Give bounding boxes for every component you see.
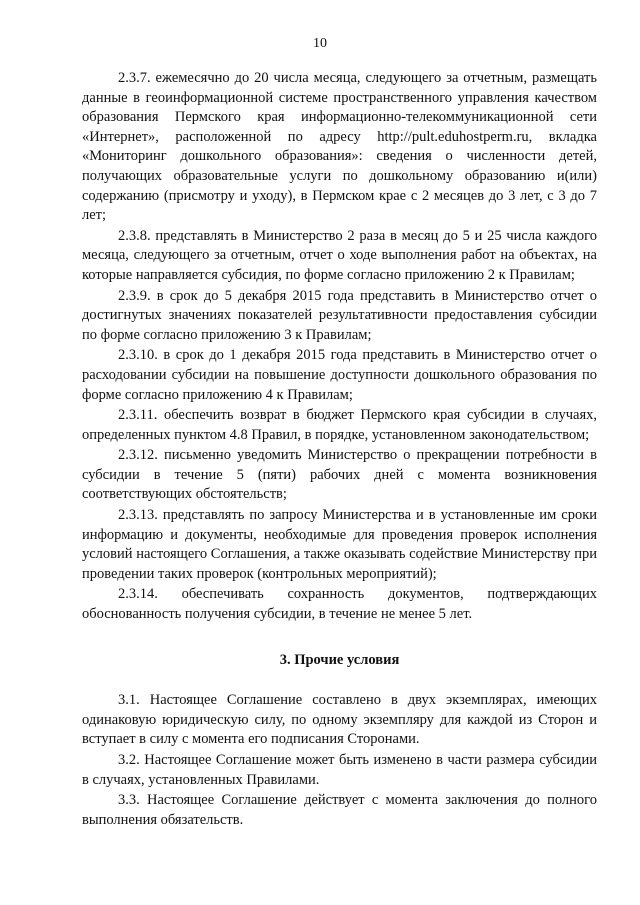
clause-2-3-11: 2.3.11. обеспечить возврат в бюджет Пермского края субсидии в случаях, определенных пунктом 4.8 Правил, в порядке, установленном законодательством;: [82, 407, 597, 443]
clause-2-3-13: 2.3.13. представлять по запросу Министерства и в установленные им сроки информацию и документы, необходимые для проведения проверок исполнения условий настоящего Соглашения, а также оказывать содействие Министерству при проведении таких проверок (контрольных мероприятий);: [82, 507, 597, 582]
clause-3-1: 3.1. Настоящее Соглашение составлено в двух экземплярах, имеющих одинаковую юридическую силу, по одному экземпляру для каждой из Сторон и вступает в силу с момента его подписания Сторонами.: [82, 692, 597, 748]
page-number: 10: [313, 36, 327, 51]
clause-2-3-12: 2.3.12. письменно уведомить Министерство о прекращении потребности в субсидии в течение 5 (пяти) рабочих дней с момента возникновения соответствующих обстоятельств;: [82, 447, 597, 503]
clause-3-2: 3.2. Настоящее Соглашение может быть изменено в части размера субсидии в случаях, установленных Правилами.: [82, 752, 597, 788]
clause-3-3: 3.3. Настоящее Соглашение действует с момента заключения до полного выполнения обязательств.: [82, 792, 597, 828]
clause-2-3-9: 2.3.9. в срок до 5 декабря 2015 года представить в Министерство отчет о достигнутых значениях показателей результативности предоставления субсидии по форме согласно приложению 3 к Правилам;: [82, 287, 597, 343]
clause-2-3-8: 2.3.8. представлять в Министерство 2 раза в месяц до 5 и 25 числа каждого месяца, следующего за отчетным, отчет о ходе выполнения работ на объектах, на которые направляется субсидия, по форме согласно приложению 2 к Правилам;: [82, 227, 597, 283]
clause-2-3-14: 2.3.14. обеспечивать сохранность документов, подтверждающих обоснованность получения субсидии, в течение не менее 5 лет.: [82, 586, 597, 623]
clause-2-3-7: 2.3.7. ежемесячно до 20 числа месяца, следующего за отчетным, размещать данные в геоинформационной системе пространственного управления качеством образования Пермского края информационно-телекоммуникационной сети «Интернет», расположенной по адресу http://pult.eduhostperm.ru, вкладка «Мониторинг дошкольного образования»: сведения о численности детей, получающих образовательные услуги по дошкольному образованию и(или) содержанию (присмотру и уходу), в Пермском крае с 2 месяцев до 3 лет, с 3 до 7 лет;: [82, 70, 597, 224]
document-body: [82, 69, 597, 831]
section-heading: 3. Прочие условия: [279, 651, 400, 668]
clause-2-3-10: 2.3.10. в срок до 1 декабря 2015 года представить в Министерство отчет о расходовании субсидии на повышение доступности дошкольного образования по форме согласно приложению 4 к Правилам;: [82, 347, 597, 403]
